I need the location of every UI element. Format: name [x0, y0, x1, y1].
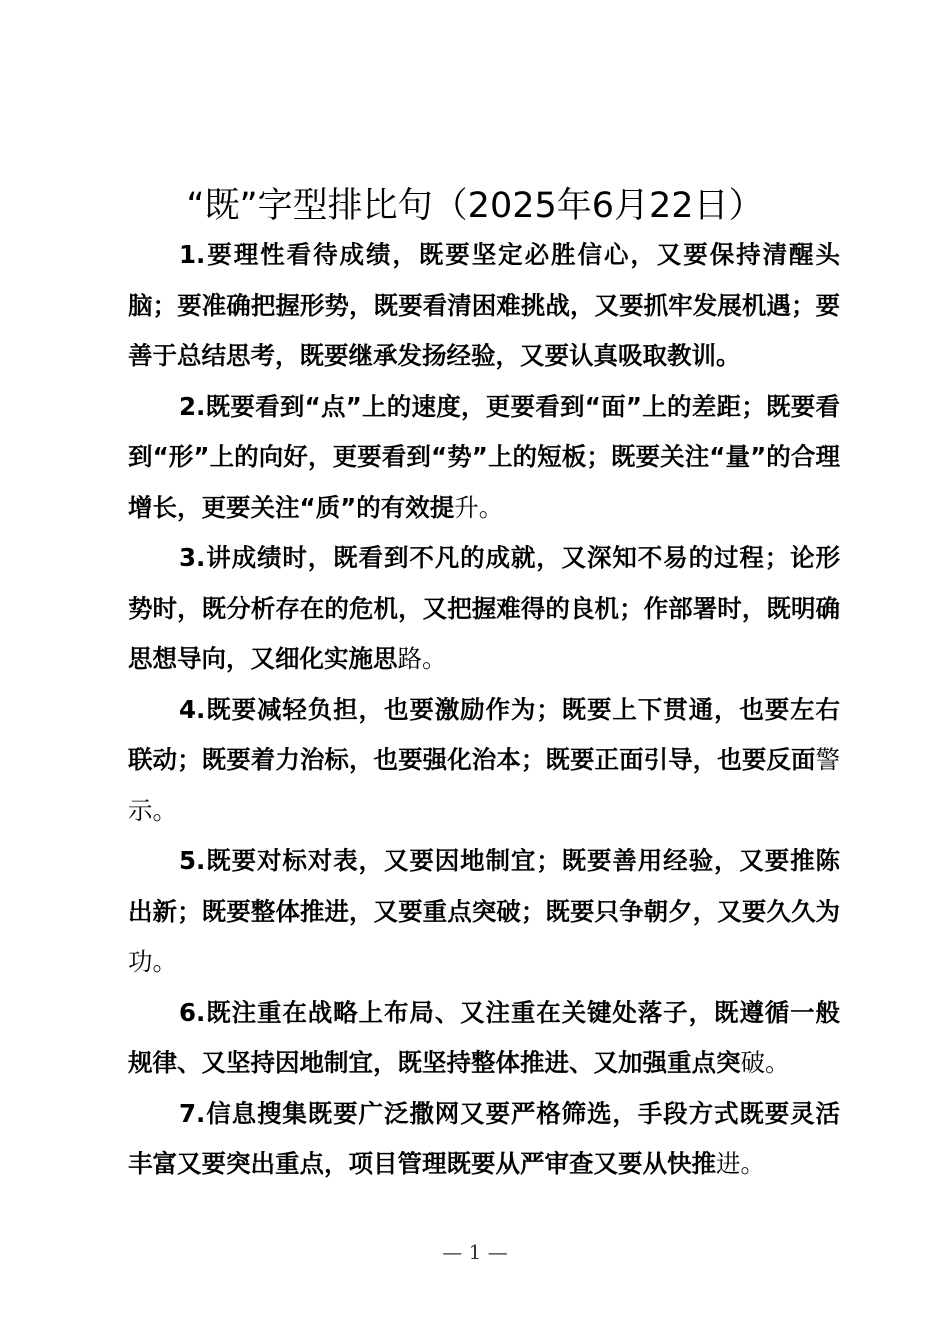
paragraph-7-bold-text: 7.信息搜集既要广泛撒网又要严格筛选，手段方式既要灵活丰富又要突出重点，项目管理既要从严审查又要从快推: [128, 1098, 840, 1178]
paragraph-2-normal-text: 升。: [454, 492, 504, 522]
document-body: [128, 230, 840, 1190]
paragraph-7: [128, 1089, 840, 1190]
paragraph-3: [128, 533, 840, 685]
paragraph-6-bold-text: 6.既注重在战略上布局、又注重在关键处落子，既遵循一般规律、又坚持因地制宜，既坚持整体推进、又加强重点突: [128, 997, 840, 1077]
paragraph-1-bold-text: 1.要理性看待成绩，既要坚定必胜信心，又要保持清醒头脑；要准确把握形势，既要看清困难挑战，又要抓牢发展机遇；要善于总结思考，既要继承发扬经验，又要认真吸取教训。: [128, 240, 840, 370]
paragraph-4: [128, 685, 840, 837]
paragraph-3-bold-text: 3.讲成绩时，既看到不凡的成就，又深知不易的过程；论形势时，既分析存在的危机，又把握难得的良机；作部署时，既明确思想导向，又细化实施思: [128, 543, 840, 673]
page-number: — 1 —: [442, 1240, 508, 1264]
paragraph-5-normal-text: 功。: [128, 947, 177, 976]
paragraph-7-normal-text: 进。: [716, 1149, 765, 1178]
paragraph-1: [128, 230, 840, 382]
paragraph-2-bold-text: 2.既要看到“点”上的速度，更要看到“面”上的差距；既要看到“形”上的向好，更要看到“势”上的短板；既要关注“量”的合理增长，更要关注“质”的有效提: [128, 391, 840, 522]
paragraph-6-normal-text: 破。: [740, 1048, 790, 1077]
paragraph-2: [128, 382, 840, 534]
paragraph-5-bold-text: 5.既要对标对表，又要因地制宜；既要善用经验，又要推陈出新；既要整体推进，又要重点突破；既要只争朝夕，又要久久为: [128, 846, 840, 926]
paragraph-6: [128, 988, 840, 1089]
paragraph-4-normal-text: 警示。: [128, 745, 840, 825]
document-title: “既”字型排比句（2025年6月22日）: [186, 186, 764, 226]
paragraph-5: [128, 836, 840, 988]
paragraph-3-normal-text: 路。: [397, 644, 447, 673]
paragraph-4-bold-text: 4.既要减轻负担，也要激励作为；既要上下贯通，也要左右联动；既要着力治标，也要强化治本；既要正面引导，也要反面: [128, 694, 840, 774]
